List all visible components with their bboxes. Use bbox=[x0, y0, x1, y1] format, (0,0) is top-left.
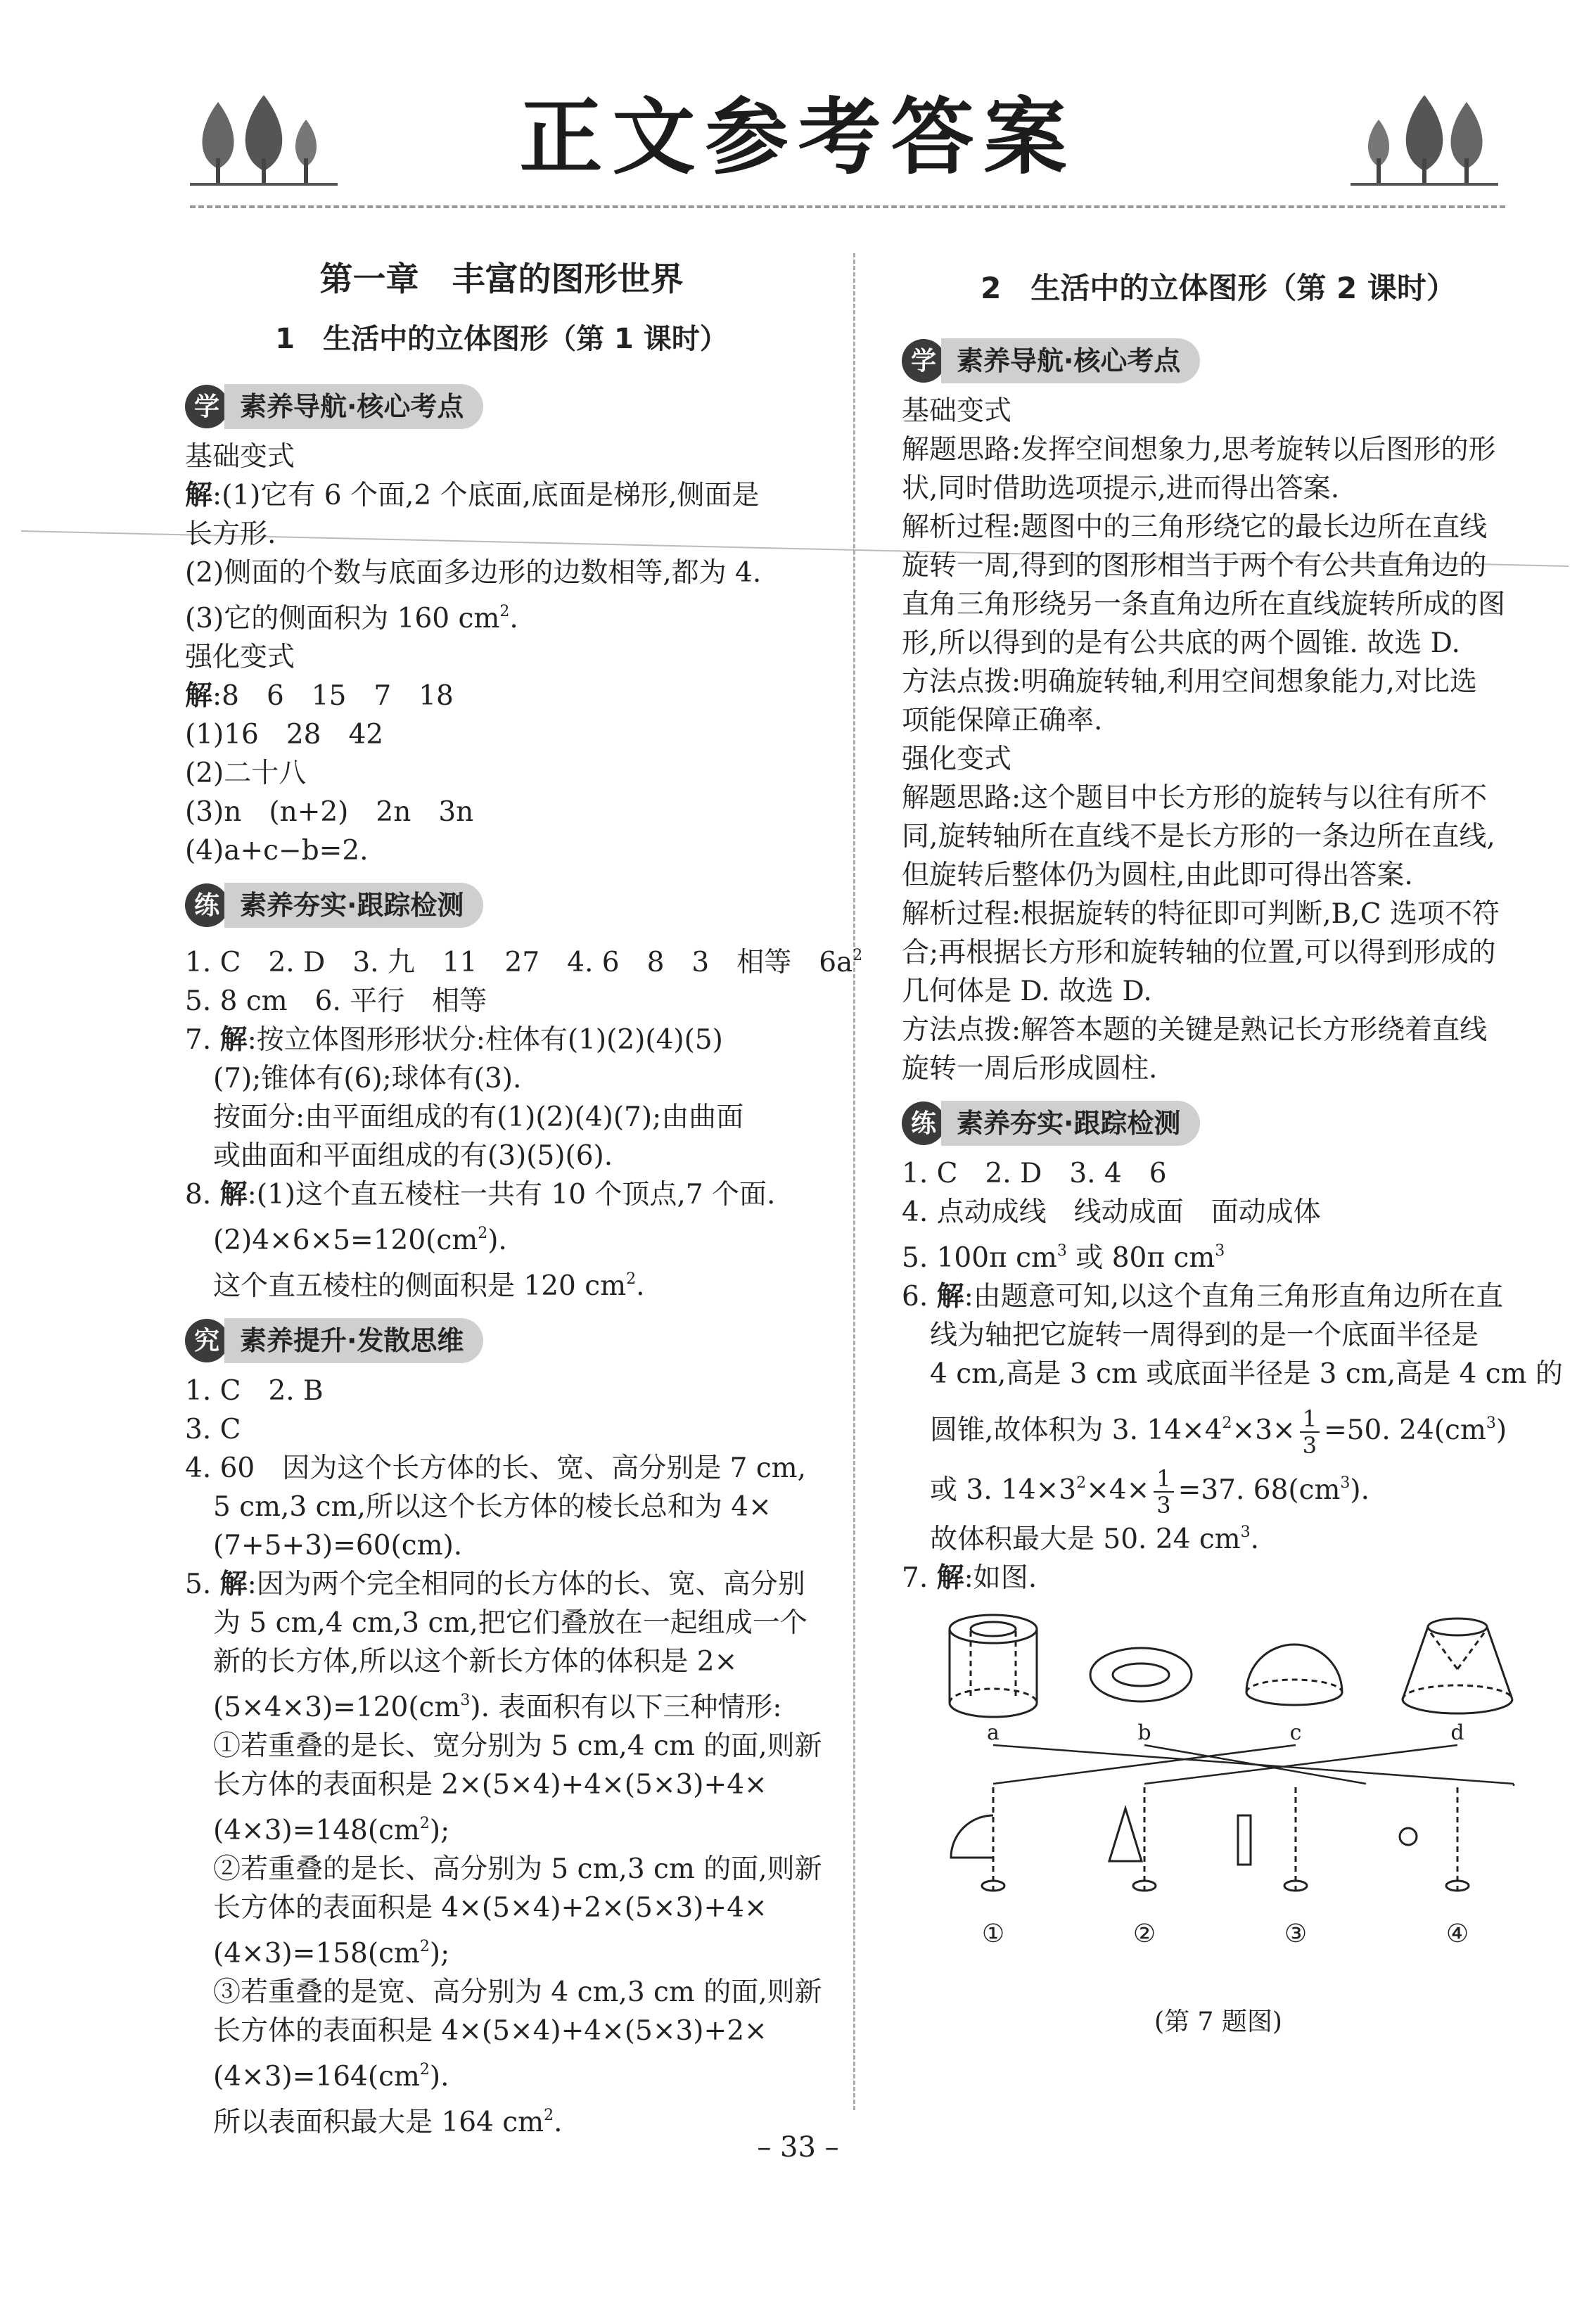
answer-text: :如图. bbox=[964, 1562, 1038, 1594]
answer-text: ×3× bbox=[1232, 1414, 1296, 1446]
figure-label-4: ④ bbox=[1445, 1920, 1469, 1948]
section-badge: 练 bbox=[902, 1101, 945, 1145]
answer-label: 解 bbox=[219, 1568, 248, 1600]
answer-text: ). bbox=[1350, 1474, 1370, 1506]
answer-line bbox=[185, 1927, 818, 1973]
figure-label-c: c bbox=[1289, 1720, 1302, 1745]
answer-line bbox=[902, 1393, 1535, 1459]
answer-line bbox=[902, 1559, 1535, 1597]
answer-text: :(1)这个直五棱柱一共有 10 个顶点,7 个面. bbox=[247, 1179, 776, 1211]
fraction-denominator: 3 bbox=[1302, 1432, 1317, 1459]
figure-caption: (第 7 题图) bbox=[1154, 2007, 1282, 2036]
answer-line bbox=[185, 1681, 818, 1727]
answer-text: (5×4×3)=120(cm bbox=[213, 1692, 461, 1723]
answer-line bbox=[185, 1175, 818, 1214]
answer-text: . bbox=[636, 1270, 645, 1302]
answer-line: ③若重叠的是宽、高分别为 4 cm,3 cm 的面,则新 bbox=[213, 1976, 822, 2008]
answer-line bbox=[902, 1277, 1535, 1316]
section-banner-practice bbox=[185, 880, 818, 931]
answer-text: (4×3)=158(cm bbox=[213, 1938, 420, 1969]
figure-label-d: d bbox=[1450, 1720, 1464, 1745]
answer-line: 1. C 2. B bbox=[185, 1375, 324, 1407]
answer-text: :8 6 15 7 18 bbox=[212, 680, 454, 712]
answer-text: :按立体图形形状分:柱体有(1)(2)(4)(5) bbox=[247, 1024, 723, 1056]
answer-line: 方法点拨:明确旋转轴,利用空间想象能力,对比选 bbox=[902, 666, 1477, 698]
rotation-matching-figure bbox=[902, 1604, 1535, 1998]
page-title: 正文参考答案 bbox=[519, 89, 1077, 186]
superscript: 2 bbox=[419, 2061, 430, 2078]
answer-line: 方法点拨:解答本题的关键是熟记长方形绕着直线 bbox=[902, 1014, 1488, 1046]
answer-text: 故体积最大是 50. 24 cm bbox=[930, 1524, 1241, 1555]
chapter-heading: 第一章 丰富的图形世界 bbox=[319, 260, 684, 299]
answer-line: 5 cm,3 cm,所以这个长方体的棱长总和为 4× bbox=[213, 1491, 772, 1523]
answer-line bbox=[185, 677, 818, 715]
answer-text: (4×3)=148(cm bbox=[213, 1815, 420, 1846]
trees-decoration-right-icon bbox=[1351, 88, 1498, 193]
superscript: 2 bbox=[499, 603, 510, 620]
column-divider bbox=[853, 253, 855, 2110]
answer-line: 旋转一周后形成圆柱. bbox=[902, 1053, 1158, 1085]
fraction bbox=[1154, 1466, 1173, 1518]
superscript: 2 bbox=[544, 2107, 554, 2124]
shape-b-torus bbox=[1090, 1648, 1192, 1701]
fraction bbox=[1300, 1406, 1320, 1458]
superscript: 3 bbox=[1240, 1524, 1251, 1541]
shape-a-hollow-cylinder bbox=[950, 1615, 1037, 1717]
superscript: 2 bbox=[626, 1270, 637, 1288]
answer-line: 形,所以得到的是有公共底的两个圆锥. 故选 D. bbox=[902, 627, 1460, 659]
answer-text: 这个直五棱柱的侧面积是 120 cm bbox=[213, 1270, 627, 1302]
shape-d-cone-frustum bbox=[1403, 1618, 1512, 1713]
answer-line: 长方体的表面积是 4×(5×4)+4×(5×3)+2× bbox=[213, 2015, 767, 2047]
left-column bbox=[185, 253, 863, 2142]
answer-line bbox=[185, 592, 818, 638]
answer-line: ②若重叠的是长、高分别为 5 cm,3 cm 的面,则新 bbox=[213, 1853, 822, 1885]
section-banner-learn bbox=[185, 381, 818, 432]
section-badge: 练 bbox=[185, 883, 229, 927]
section-badge: 学 bbox=[185, 385, 229, 428]
answer-line: 直角三角形绕另一条直角边所在直线旋转所成的图 bbox=[902, 589, 1506, 620]
answer-line: 线为轴把它旋转一周得到的是一个底面半径是 bbox=[930, 1320, 1479, 1351]
superscript: 2 bbox=[419, 1938, 430, 1955]
page-number: – 33 – bbox=[757, 2131, 839, 2164]
section-banner-explore bbox=[185, 1315, 818, 1366]
answer-line: 长方体的表面积是 2×(5×4)+4×(5×3)+4× bbox=[213, 1769, 767, 1801]
plane-shape-2-triangle bbox=[1109, 1787, 1156, 1893]
answer-text: ×4× bbox=[1086, 1474, 1150, 1506]
answer-line bbox=[185, 1565, 818, 1604]
answer-text: 或 80π cm bbox=[1066, 1242, 1215, 1274]
answer-line: (1)16 28 42 bbox=[185, 719, 384, 751]
answer-text: . bbox=[1250, 1524, 1260, 1555]
answer-line: 新的长方体,所以这个新长方体的体积是 2× bbox=[213, 1646, 738, 1678]
fraction-numerator: 1 bbox=[1154, 1466, 1173, 1493]
lesson-heading: 1 生活中的立体图形（第 1 课时） bbox=[275, 323, 728, 355]
answer-line bbox=[185, 2050, 818, 2096]
answer-line: 4 cm,高是 3 cm 或底面半径是 3 cm,高是 4 cm 的 bbox=[930, 1358, 1563, 1390]
answer-label: 解 bbox=[219, 1178, 248, 1211]
answer-line: 但旋转后整体仍为圆柱,由此即可得出答案. bbox=[902, 860, 1413, 891]
answer-text: 5. 100π cm bbox=[902, 1242, 1057, 1274]
answer-text: 或 3. 14×3 bbox=[930, 1474, 1077, 1506]
answer-line: 解题思路:发挥空间想象力,思考旋转以后图形的形 bbox=[902, 434, 1496, 466]
section-banner-learn bbox=[902, 336, 1535, 386]
superscript: 2 bbox=[853, 947, 863, 964]
answer-text: ); bbox=[429, 1938, 450, 1969]
answer-line: (3)n (n+2) 2n 3n bbox=[185, 796, 474, 828]
section-badge: 究 bbox=[185, 1319, 229, 1362]
plane-shape-1-quarter-circle bbox=[951, 1787, 1004, 1893]
answer-line: (2)二十八 bbox=[185, 758, 307, 789]
superscript: 3 bbox=[460, 1692, 471, 1709]
answer-line: 为 5 cm,4 cm,3 cm,把它们叠放在一起组成一个 bbox=[213, 1607, 807, 1639]
answer-text: (2)4×6×5=120(cm bbox=[213, 1225, 478, 1256]
question-number: 7. bbox=[902, 1562, 937, 1594]
superscript: 3 bbox=[1056, 1242, 1067, 1260]
superscript: 3 bbox=[1215, 1242, 1225, 1260]
answer-text: . bbox=[554, 2107, 563, 2138]
answer-line: 4. 点动成线 线动成面 面动成体 bbox=[902, 1196, 1321, 1228]
answer-label: 解 bbox=[185, 479, 213, 511]
figure-label-3: ③ bbox=[1284, 1920, 1308, 1948]
question-number: 5. bbox=[185, 1569, 220, 1600]
question-number: 6. bbox=[902, 1281, 937, 1313]
superscript: 3 bbox=[1486, 1414, 1496, 1432]
subheading: 强化变式 bbox=[185, 641, 295, 673]
answer-label: 解 bbox=[185, 679, 213, 712]
answer-line: 1. C 2. D 3. 4 6 bbox=[902, 1158, 1167, 1189]
superscript: 2 bbox=[1222, 1414, 1232, 1432]
answer-line: 长方体的表面积是 4×(5×4)+2×(5×3)+4× bbox=[213, 1892, 767, 1924]
answer-line: (4)a+c−b=2. bbox=[185, 835, 369, 867]
answer-text: :由题意可知,以这个直角三角形直角边所在直 bbox=[964, 1281, 1504, 1313]
answer-text: ); bbox=[429, 1815, 450, 1846]
answer-line: 3. C bbox=[185, 1414, 241, 1445]
section-label: 素养提升·发散思维 bbox=[224, 1318, 483, 1363]
answer-line: 5. 8 cm 6. 平行 相等 bbox=[185, 985, 487, 1017]
answer-text: =37. 68(cm bbox=[1177, 1474, 1341, 1506]
section-label: 素养夯实·跟踪检测 bbox=[224, 883, 483, 928]
answer-text: (4×3)=164(cm bbox=[213, 2061, 420, 2093]
right-column bbox=[902, 253, 1563, 2041]
answer-line: 长方形. bbox=[185, 518, 276, 550]
plane-shape-4-circle bbox=[1400, 1787, 1469, 1893]
subheading: 强化变式 bbox=[902, 743, 1012, 775]
answer-line: 同,旋转轴所在直线不是长方形的一条边所在直线, bbox=[902, 821, 1495, 852]
answer-line: 合;再根据长方形和旋转轴的位置,可以得到形成的 bbox=[902, 937, 1496, 969]
answer-line bbox=[902, 1453, 1535, 1519]
answer-line: (7+5+3)=60(cm). bbox=[213, 1530, 463, 1561]
answer-line: 状,同时借助选项提示,进而得出答案. bbox=[902, 473, 1340, 504]
answer-label: 解 bbox=[219, 1023, 248, 1056]
answer-line: 解析过程:根据旋转的特征即可判断,B,C 选项不符 bbox=[902, 898, 1500, 930]
answer-text: 所以表面积最大是 164 cm bbox=[213, 2107, 544, 2138]
answer-line: 几何体是 D. 故选 D. bbox=[902, 976, 1152, 1007]
figure-label-2: ② bbox=[1132, 1920, 1156, 1948]
header-divider bbox=[190, 205, 1505, 208]
answer-text: ). bbox=[487, 1225, 507, 1256]
shape-c-hemisphere bbox=[1246, 1644, 1342, 1705]
answer-line bbox=[185, 476, 818, 515]
superscript: 2 bbox=[1076, 1474, 1087, 1492]
answer-text: ) bbox=[1495, 1414, 1507, 1446]
section-banner-practice bbox=[902, 1098, 1535, 1149]
superscript: 2 bbox=[419, 1815, 430, 1832]
answer-line bbox=[185, 936, 863, 982]
question-number: 7. bbox=[185, 1024, 220, 1056]
answer-text: 1. C 2. D 3. 九 11 27 4. 6 8 3 相等 6a bbox=[185, 947, 853, 978]
answer-line: 项能保障正确率. bbox=[902, 705, 1103, 736]
answer-line: 旋转一周,得到的图形相当于两个有公共直角边的 bbox=[902, 550, 1487, 582]
answer-line bbox=[902, 1513, 1535, 1559]
lesson-heading: 2 生活中的立体图形（第 2 课时） bbox=[981, 271, 1456, 305]
section-badge: 学 bbox=[902, 339, 945, 383]
answer-label: 解 bbox=[936, 1561, 964, 1594]
plane-shape-3-rectangle bbox=[1238, 1787, 1307, 1893]
figure-label-1: ① bbox=[981, 1920, 1005, 1948]
subheading: 基础变式 bbox=[185, 441, 295, 473]
answer-text: 圆锥,故体积为 3. 14×4 bbox=[930, 1414, 1222, 1446]
subheading: 基础变式 bbox=[902, 395, 1012, 427]
answer-line: 解题思路:这个题目中长方形的旋转与以往有所不 bbox=[902, 782, 1488, 814]
fraction-denominator: 3 bbox=[1156, 1492, 1171, 1519]
answer-label: 解 bbox=[936, 1280, 964, 1313]
answer-line: 或曲面和平面组成的有(3)(5)(6). bbox=[213, 1140, 613, 1172]
answer-line bbox=[185, 1804, 818, 1850]
answer-line bbox=[185, 1021, 818, 1059]
answer-line: (2)侧面的个数与底面多边形的边数相等,都为 4. bbox=[185, 557, 762, 589]
answer-line: 4. 60 因为这个长方体的长、宽、高分别是 7 cm, bbox=[185, 1452, 807, 1484]
answer-text: =50. 24(cm bbox=[1324, 1414, 1486, 1446]
answer-text: :因为两个完全相同的长方体的长、宽、高分别 bbox=[247, 1569, 805, 1600]
answer-line bbox=[185, 1214, 818, 1260]
figure-label-a: a bbox=[987, 1720, 1000, 1745]
answer-line: 按面分:由平面组成的有(1)(2)(4)(7);由曲面 bbox=[213, 1101, 744, 1133]
answer-line: (7);锥体有(6);球体有(3). bbox=[213, 1063, 522, 1094]
section-label: 素养夯实·跟踪检测 bbox=[941, 1101, 1200, 1146]
fraction-numerator: 1 bbox=[1300, 1406, 1320, 1433]
question-number: 8. bbox=[185, 1179, 220, 1211]
superscript: 3 bbox=[1340, 1474, 1351, 1492]
page-header bbox=[0, 0, 1596, 211]
answer-text: :(1)它有 6 个面,2 个底面,底面是梯形,侧面是 bbox=[212, 480, 760, 511]
matching-lines bbox=[993, 1745, 1514, 1786]
answer-line bbox=[902, 1232, 1535, 1277]
answer-line: ①若重叠的是长、宽分别为 5 cm,4 cm 的面,则新 bbox=[213, 1730, 822, 1762]
section-label: 素养导航·核心考点 bbox=[941, 338, 1200, 383]
superscript: 2 bbox=[478, 1225, 488, 1242]
figure-label-b: b bbox=[1137, 1720, 1151, 1745]
answer-text: . bbox=[509, 603, 518, 634]
answer-text: (3)它的侧面积为 160 cm bbox=[185, 603, 500, 634]
section-label: 素养导航·核心考点 bbox=[224, 384, 483, 429]
answer-line bbox=[185, 1260, 818, 1305]
answer-text: ). bbox=[429, 2061, 449, 2093]
answer-text: ). 表面积有以下三种情形: bbox=[470, 1692, 782, 1723]
answer-line: 解析过程:题图中的三角形绕它的最长边所在直线 bbox=[902, 511, 1488, 543]
